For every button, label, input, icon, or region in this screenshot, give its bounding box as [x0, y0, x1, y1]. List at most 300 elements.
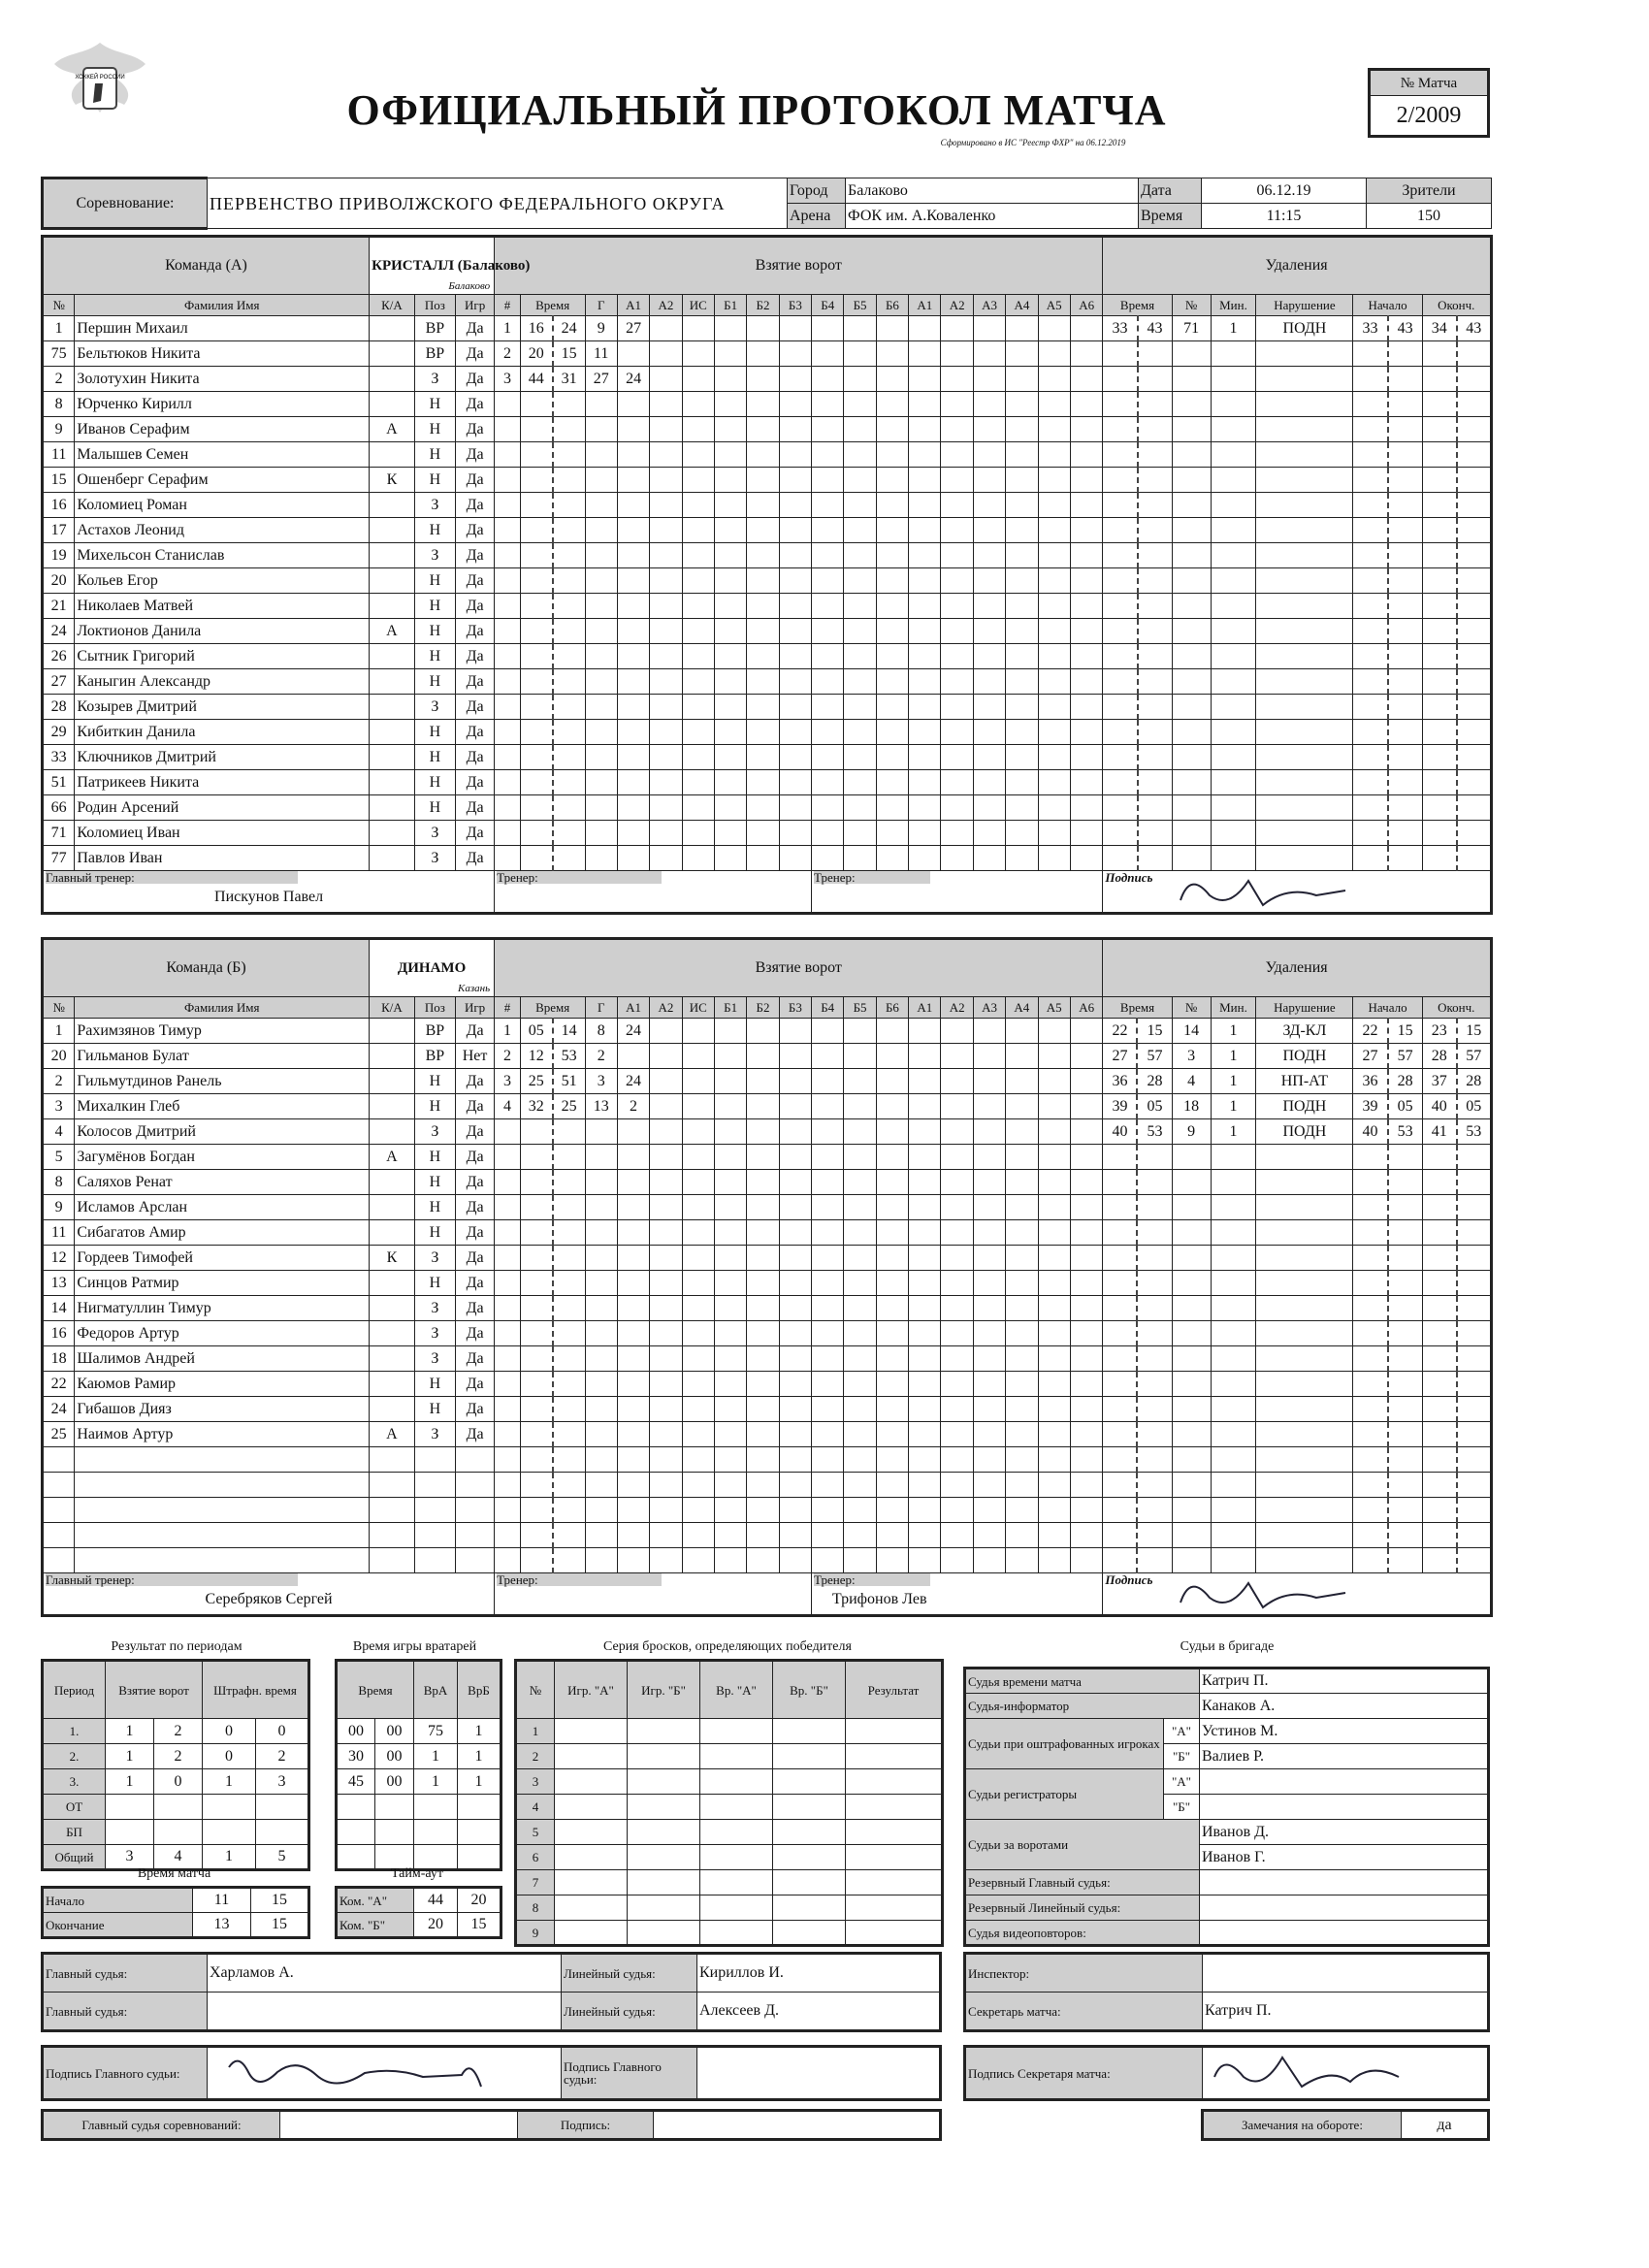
on-ice-cell — [779, 518, 811, 543]
goal-min — [520, 720, 552, 745]
pen-minutes: 1 — [1211, 316, 1256, 341]
shootout-number: 6 — [516, 1845, 555, 1870]
pen-end-min — [1422, 594, 1457, 619]
on-ice-cell — [1006, 594, 1038, 619]
goalie-value: 00 — [337, 1719, 375, 1744]
on-ice-cell — [812, 417, 844, 442]
goalie-row — [337, 1795, 501, 1820]
goalie-value — [375, 1795, 414, 1820]
pen-end-sec — [1457, 745, 1492, 770]
pen-start-sec — [1388, 619, 1423, 644]
on-ice-cell — [876, 695, 908, 720]
goal-situation — [682, 442, 714, 468]
teamA-pen-title: Удаления — [1103, 237, 1491, 295]
pen-sec — [1137, 1220, 1172, 1246]
goal-assist1 — [617, 821, 649, 846]
pen-minutes — [1211, 568, 1256, 594]
goal-min — [520, 594, 552, 619]
player-row — [43, 669, 1492, 695]
goal-sec: 15 — [553, 341, 585, 367]
teamB-col-pos: Поз — [414, 997, 455, 1019]
on-ice-cell — [1006, 669, 1038, 695]
on-ice-cell — [909, 543, 941, 568]
pen-start-sec — [1388, 1372, 1423, 1397]
page-title: ОФИЦИАЛЬНЫЙ ПРОТОКОЛ МАТЧА — [346, 86, 1167, 134]
pen-end-min — [1422, 341, 1457, 367]
on-ice-cell — [747, 695, 779, 720]
pen-player — [1172, 341, 1211, 367]
pen-end-sec — [1457, 392, 1492, 417]
goal-number — [495, 442, 521, 468]
on-ice-cell — [779, 1523, 811, 1548]
player-name: Михалкин Глеб — [75, 1094, 370, 1119]
pen-end-min: 41 — [1422, 1119, 1457, 1145]
teamB-col-b6: Б6 — [876, 997, 908, 1019]
player-plays: Да — [456, 1170, 495, 1195]
goal-assist2 — [650, 316, 682, 341]
on-ice-cell — [844, 1220, 876, 1246]
on-ice-cell — [909, 1044, 941, 1069]
goal-number — [495, 1447, 521, 1473]
shootout-cell — [628, 1895, 700, 1921]
period-value — [203, 1795, 256, 1820]
goal-assist2 — [650, 1397, 682, 1422]
on-ice-cell — [876, 442, 908, 468]
period-value: 2 — [154, 1719, 203, 1744]
spectators-label: Зрители — [1367, 178, 1492, 204]
referees-table — [963, 1667, 1490, 1947]
pen-end-min — [1422, 846, 1457, 871]
player-plays: Да — [456, 695, 495, 720]
teamB-col-a2: А2 — [650, 997, 682, 1019]
on-ice-cell — [1070, 795, 1102, 821]
player-number: 28 — [43, 695, 75, 720]
goal-sec: 51 — [553, 1069, 585, 1094]
on-ice-cell — [909, 1372, 941, 1397]
city-label: Город — [788, 178, 846, 204]
on-ice-cell — [779, 1321, 811, 1346]
player-plays: Да — [456, 1271, 495, 1296]
on-ice-cell — [1070, 1170, 1102, 1195]
player-plays: Да — [456, 1145, 495, 1170]
pen-player — [1172, 594, 1211, 619]
on-ice-cell — [812, 1271, 844, 1296]
goal-assist1 — [617, 846, 649, 871]
on-ice-cell — [779, 1195, 811, 1220]
player-position: Н — [414, 770, 455, 795]
on-ice-cell — [1006, 1397, 1038, 1422]
goal-scorer — [585, 821, 617, 846]
pen-end-sec — [1457, 1473, 1492, 1498]
teamB-col-b2: Б2 — [747, 997, 779, 1019]
pen-player — [1172, 417, 1211, 442]
on-ice-cell — [779, 1372, 811, 1397]
goal-min — [520, 392, 552, 417]
on-ice-cell — [714, 568, 746, 594]
goal-sec — [553, 619, 585, 644]
on-ice-cell — [973, 392, 1005, 417]
goal-situation — [682, 1094, 714, 1119]
goalie-row — [337, 1820, 501, 1845]
goal-sec — [553, 1346, 585, 1372]
pen-start-min: 39 — [1353, 1094, 1388, 1119]
goalie-value: 1 — [458, 1769, 501, 1795]
pen-minutes — [1211, 695, 1256, 720]
pen-minutes — [1211, 1296, 1256, 1321]
player-plays — [456, 1473, 495, 1498]
on-ice-cell — [909, 493, 941, 518]
player-position: З — [414, 1119, 455, 1145]
goal-situation — [682, 619, 714, 644]
player-number: 20 — [43, 568, 75, 594]
ref-goal2: Иванов Г. — [1200, 1845, 1489, 1870]
on-ice-cell — [1038, 442, 1070, 468]
on-ice-cell — [1006, 1372, 1038, 1397]
goal-min — [520, 745, 552, 770]
player-row — [43, 1145, 1492, 1170]
pen-end-sec — [1457, 821, 1492, 846]
goal-sec — [553, 468, 585, 493]
on-ice-cell — [1070, 1372, 1102, 1397]
goal-sec — [553, 392, 585, 417]
matchtime-title: Время матча — [137, 1866, 211, 1881]
goal-sec — [553, 417, 585, 442]
goal-scorer — [585, 518, 617, 543]
player-number: 20 — [43, 1044, 75, 1069]
player-row — [43, 568, 1492, 594]
pen-minutes — [1211, 720, 1256, 745]
pen-sec — [1137, 1473, 1172, 1498]
goal-assist2 — [650, 1473, 682, 1498]
on-ice-cell — [844, 316, 876, 341]
goal-sec — [553, 821, 585, 846]
teamB-col-a4: А4 — [1006, 997, 1038, 1019]
goal-min — [520, 1271, 552, 1296]
teamA-col-a4: А4 — [1006, 295, 1038, 316]
match-number: 2/2009 — [1396, 103, 1462, 128]
goal-assist2 — [650, 417, 682, 442]
on-ice-cell — [1038, 1195, 1070, 1220]
on-ice-cell — [714, 543, 746, 568]
goal-assist2 — [650, 821, 682, 846]
pen-start-sec — [1388, 1271, 1423, 1296]
timeout-a-label: Ком. "А" — [337, 1888, 414, 1913]
goal-min — [520, 695, 552, 720]
goal-assist1 — [617, 1473, 649, 1498]
goal-assist2 — [650, 1170, 682, 1195]
player-position: З — [414, 1246, 455, 1271]
goal-assist2 — [650, 442, 682, 468]
on-ice-cell — [812, 821, 844, 846]
pen-min — [1103, 1397, 1138, 1422]
goal-min — [520, 1296, 552, 1321]
period-row — [43, 1744, 309, 1769]
on-ice-cell — [714, 1346, 746, 1372]
goal-number — [495, 1246, 521, 1271]
periods-title: Результат по периодам — [111, 1639, 242, 1654]
pen-start-min — [1353, 695, 1388, 720]
on-ice-cell — [909, 795, 941, 821]
ref-reg-label: Судьи регистраторы — [965, 1769, 1164, 1820]
on-ice-cell — [876, 1220, 908, 1246]
shootout-cell — [773, 1795, 846, 1820]
teamB-pen-title: Удаления — [1103, 939, 1491, 997]
player-number: 15 — [43, 468, 75, 493]
on-ice-cell — [1006, 341, 1038, 367]
teamA-team-city: Балаково — [448, 280, 491, 292]
on-ice-cell — [1070, 821, 1102, 846]
goal-assist2 — [650, 1422, 682, 1447]
on-ice-cell — [714, 1069, 746, 1094]
pen-min — [1103, 1271, 1138, 1296]
on-ice-cell — [909, 1548, 941, 1573]
pen-minutes — [1211, 644, 1256, 669]
player-position: Н — [414, 392, 455, 417]
on-ice-cell — [909, 669, 941, 695]
on-ice-cell — [1070, 518, 1102, 543]
pen-minutes — [1211, 1447, 1256, 1473]
goal-assist1 — [617, 341, 649, 367]
pen-start-min — [1353, 568, 1388, 594]
sign-main-label-2: Подпись Главного судьи: — [562, 2047, 697, 2100]
on-ice-cell — [876, 1019, 908, 1044]
pen-start-min — [1353, 1473, 1388, 1498]
goal-assist1 — [617, 1246, 649, 1271]
player-role — [370, 695, 415, 720]
on-ice-cell — [941, 594, 973, 619]
player-plays: Да — [456, 468, 495, 493]
shootout-cell — [773, 1845, 846, 1870]
on-ice-cell — [1038, 1447, 1070, 1473]
player-position: З — [414, 846, 455, 871]
pen-start-sec — [1388, 1548, 1423, 1573]
goal-assist2 — [650, 1195, 682, 1220]
player-role — [370, 770, 415, 795]
goal-sec — [553, 493, 585, 518]
on-ice-cell — [812, 1170, 844, 1195]
player-number: 2 — [43, 367, 75, 392]
on-ice-cell — [812, 1246, 844, 1271]
on-ice-cell — [941, 417, 973, 442]
goal-assist2 — [650, 341, 682, 367]
player-position: З — [414, 1321, 455, 1346]
pen-player — [1172, 1246, 1211, 1271]
pen-minutes — [1211, 493, 1256, 518]
pen-end-min — [1422, 417, 1457, 442]
on-ice-cell — [779, 1220, 811, 1246]
shootout-cell — [555, 1795, 628, 1820]
on-ice-cell — [941, 1473, 973, 1498]
on-ice-cell — [844, 518, 876, 543]
on-ice-cell — [747, 1321, 779, 1346]
on-ice-cell — [1070, 1346, 1102, 1372]
on-ice-cell — [973, 1548, 1005, 1573]
player-number: 13 — [43, 1271, 75, 1296]
player-number: 8 — [43, 392, 75, 417]
timeout-title: Тайм-аут — [390, 1866, 444, 1881]
player-plays: Да — [456, 568, 495, 594]
player-role — [370, 795, 415, 821]
ref-goal-label: Судьи за воротами — [965, 1820, 1200, 1870]
pen-start-sec: 43 — [1388, 316, 1423, 341]
goal-situation — [682, 1044, 714, 1069]
player-name: Бельтюков Никита — [75, 341, 370, 367]
player-role — [370, 568, 415, 594]
player-plays: Да — [456, 1246, 495, 1271]
goal-situation — [682, 316, 714, 341]
date-label: Дата — [1139, 178, 1202, 204]
player-number — [43, 1473, 75, 1498]
line-ref-1: Кириллов И. — [697, 1954, 941, 1993]
pen-end-min — [1422, 1195, 1457, 1220]
goal-sec — [553, 644, 585, 669]
on-ice-cell — [1006, 568, 1038, 594]
on-ice-cell — [779, 1271, 811, 1296]
on-ice-cell — [1070, 1145, 1102, 1170]
teamA-goals-title: Взятие ворот — [495, 237, 1103, 295]
player-position: Н — [414, 1271, 455, 1296]
on-ice-cell — [1070, 695, 1102, 720]
pen-violation — [1256, 795, 1353, 821]
on-ice-cell — [1006, 619, 1038, 644]
pen-violation — [1256, 770, 1353, 795]
teamB-col-b1: Б1 — [714, 997, 746, 1019]
goal-scorer — [585, 1473, 617, 1498]
pen-player — [1172, 1195, 1211, 1220]
on-ice-cell — [812, 392, 844, 417]
teamB-col-b5: Б5 — [844, 997, 876, 1019]
pen-end-min: 34 — [1422, 316, 1457, 341]
teamA-table — [41, 235, 1493, 915]
pen-end-sec — [1457, 720, 1492, 745]
line-ref-label: Линейный судья: — [562, 1954, 697, 1993]
goal-assist1 — [617, 1321, 649, 1346]
goal-number — [495, 745, 521, 770]
on-ice-cell — [844, 367, 876, 392]
on-ice-cell — [714, 468, 746, 493]
teamA-col-pen-time: Время — [1103, 295, 1172, 316]
on-ice-cell — [941, 795, 973, 821]
pen-player: 3 — [1172, 1044, 1211, 1069]
pen-player — [1172, 821, 1211, 846]
goal-assist1 — [617, 543, 649, 568]
player-number: 11 — [43, 442, 75, 468]
on-ice-cell — [812, 1523, 844, 1548]
pen-violation — [1256, 821, 1353, 846]
pen-start-min — [1353, 1422, 1388, 1447]
pen-end-min — [1422, 1220, 1457, 1246]
pen-start-sec — [1388, 770, 1423, 795]
pen-start-min — [1353, 1397, 1388, 1422]
pen-end-min: 28 — [1422, 1044, 1457, 1069]
player-plays: Да — [456, 1321, 495, 1346]
pen-start-min — [1353, 518, 1388, 543]
on-ice-cell — [973, 770, 1005, 795]
on-ice-cell — [909, 468, 941, 493]
on-ice-cell — [779, 695, 811, 720]
teamB-table — [41, 937, 1493, 1617]
pen-min: 22 — [1103, 1019, 1138, 1044]
on-ice-cell — [1070, 1220, 1102, 1246]
ref-reg-a-tag: "А" — [1164, 1769, 1200, 1795]
pen-start-sec — [1388, 1195, 1423, 1220]
on-ice-cell — [1038, 493, 1070, 518]
player-name: Иванов Серафим — [75, 417, 370, 442]
on-ice-cell — [1038, 1019, 1070, 1044]
goal-situation — [682, 1119, 714, 1145]
pen-minutes — [1211, 1548, 1256, 1573]
pen-start-min — [1353, 1145, 1388, 1170]
player-plays: Да — [456, 1422, 495, 1447]
pen-min — [1103, 795, 1138, 821]
player-row — [43, 1271, 1492, 1296]
on-ice-cell — [909, 720, 941, 745]
pen-min — [1103, 1220, 1138, 1246]
on-ice-cell — [941, 442, 973, 468]
pen-sec — [1137, 1145, 1172, 1170]
period-label: БП — [43, 1820, 106, 1845]
on-ice-cell — [1006, 745, 1038, 770]
player-name: Нигматуллин Тимур — [75, 1296, 370, 1321]
goal-situation — [682, 1422, 714, 1447]
on-ice-cell — [844, 619, 876, 644]
player-position: Н — [414, 669, 455, 695]
player-position: Н — [414, 442, 455, 468]
on-ice-cell — [779, 1119, 811, 1145]
pen-min — [1103, 1498, 1138, 1523]
goal-situation — [682, 568, 714, 594]
player-name: Наимов Артур — [75, 1422, 370, 1447]
shootout-cell — [846, 1820, 943, 1845]
player-row — [43, 1372, 1492, 1397]
pen-player — [1172, 1145, 1211, 1170]
goal-sec — [553, 795, 585, 821]
pen-end-sec — [1457, 493, 1492, 518]
shootout-cell — [628, 1820, 700, 1845]
player-row — [43, 1170, 1492, 1195]
on-ice-cell — [812, 594, 844, 619]
pen-minutes: 1 — [1211, 1044, 1256, 1069]
pen-player — [1172, 518, 1211, 543]
teamA-col-pos: Поз — [414, 295, 455, 316]
player-number: 75 — [43, 341, 75, 367]
pen-violation — [1256, 493, 1353, 518]
teamA-col-a1: А1 — [909, 295, 941, 316]
player-position: ВР — [414, 1019, 455, 1044]
teamA-col-a2: А2 — [941, 295, 973, 316]
goal-assist1 — [617, 417, 649, 442]
goal-assist1 — [617, 442, 649, 468]
on-ice-cell — [973, 1119, 1005, 1145]
pen-sec — [1138, 795, 1173, 821]
player-position — [414, 1447, 455, 1473]
goal-situation — [682, 1145, 714, 1170]
goal-scorer: 11 — [585, 341, 617, 367]
player-role — [370, 669, 415, 695]
on-ice-cell — [747, 442, 779, 468]
on-ice-cell — [973, 1321, 1005, 1346]
coach-label: Главный тренер: — [46, 1573, 298, 1586]
teamB-col-a1: А1 — [617, 997, 649, 1019]
on-ice-cell — [844, 1019, 876, 1044]
player-role — [370, 518, 415, 543]
pen-min — [1103, 568, 1138, 594]
player-name: Золотухин Никита — [75, 367, 370, 392]
on-ice-cell — [1006, 720, 1038, 745]
pen-sec — [1137, 1523, 1172, 1548]
on-ice-cell — [1070, 1422, 1102, 1447]
on-ice-cell — [909, 1195, 941, 1220]
